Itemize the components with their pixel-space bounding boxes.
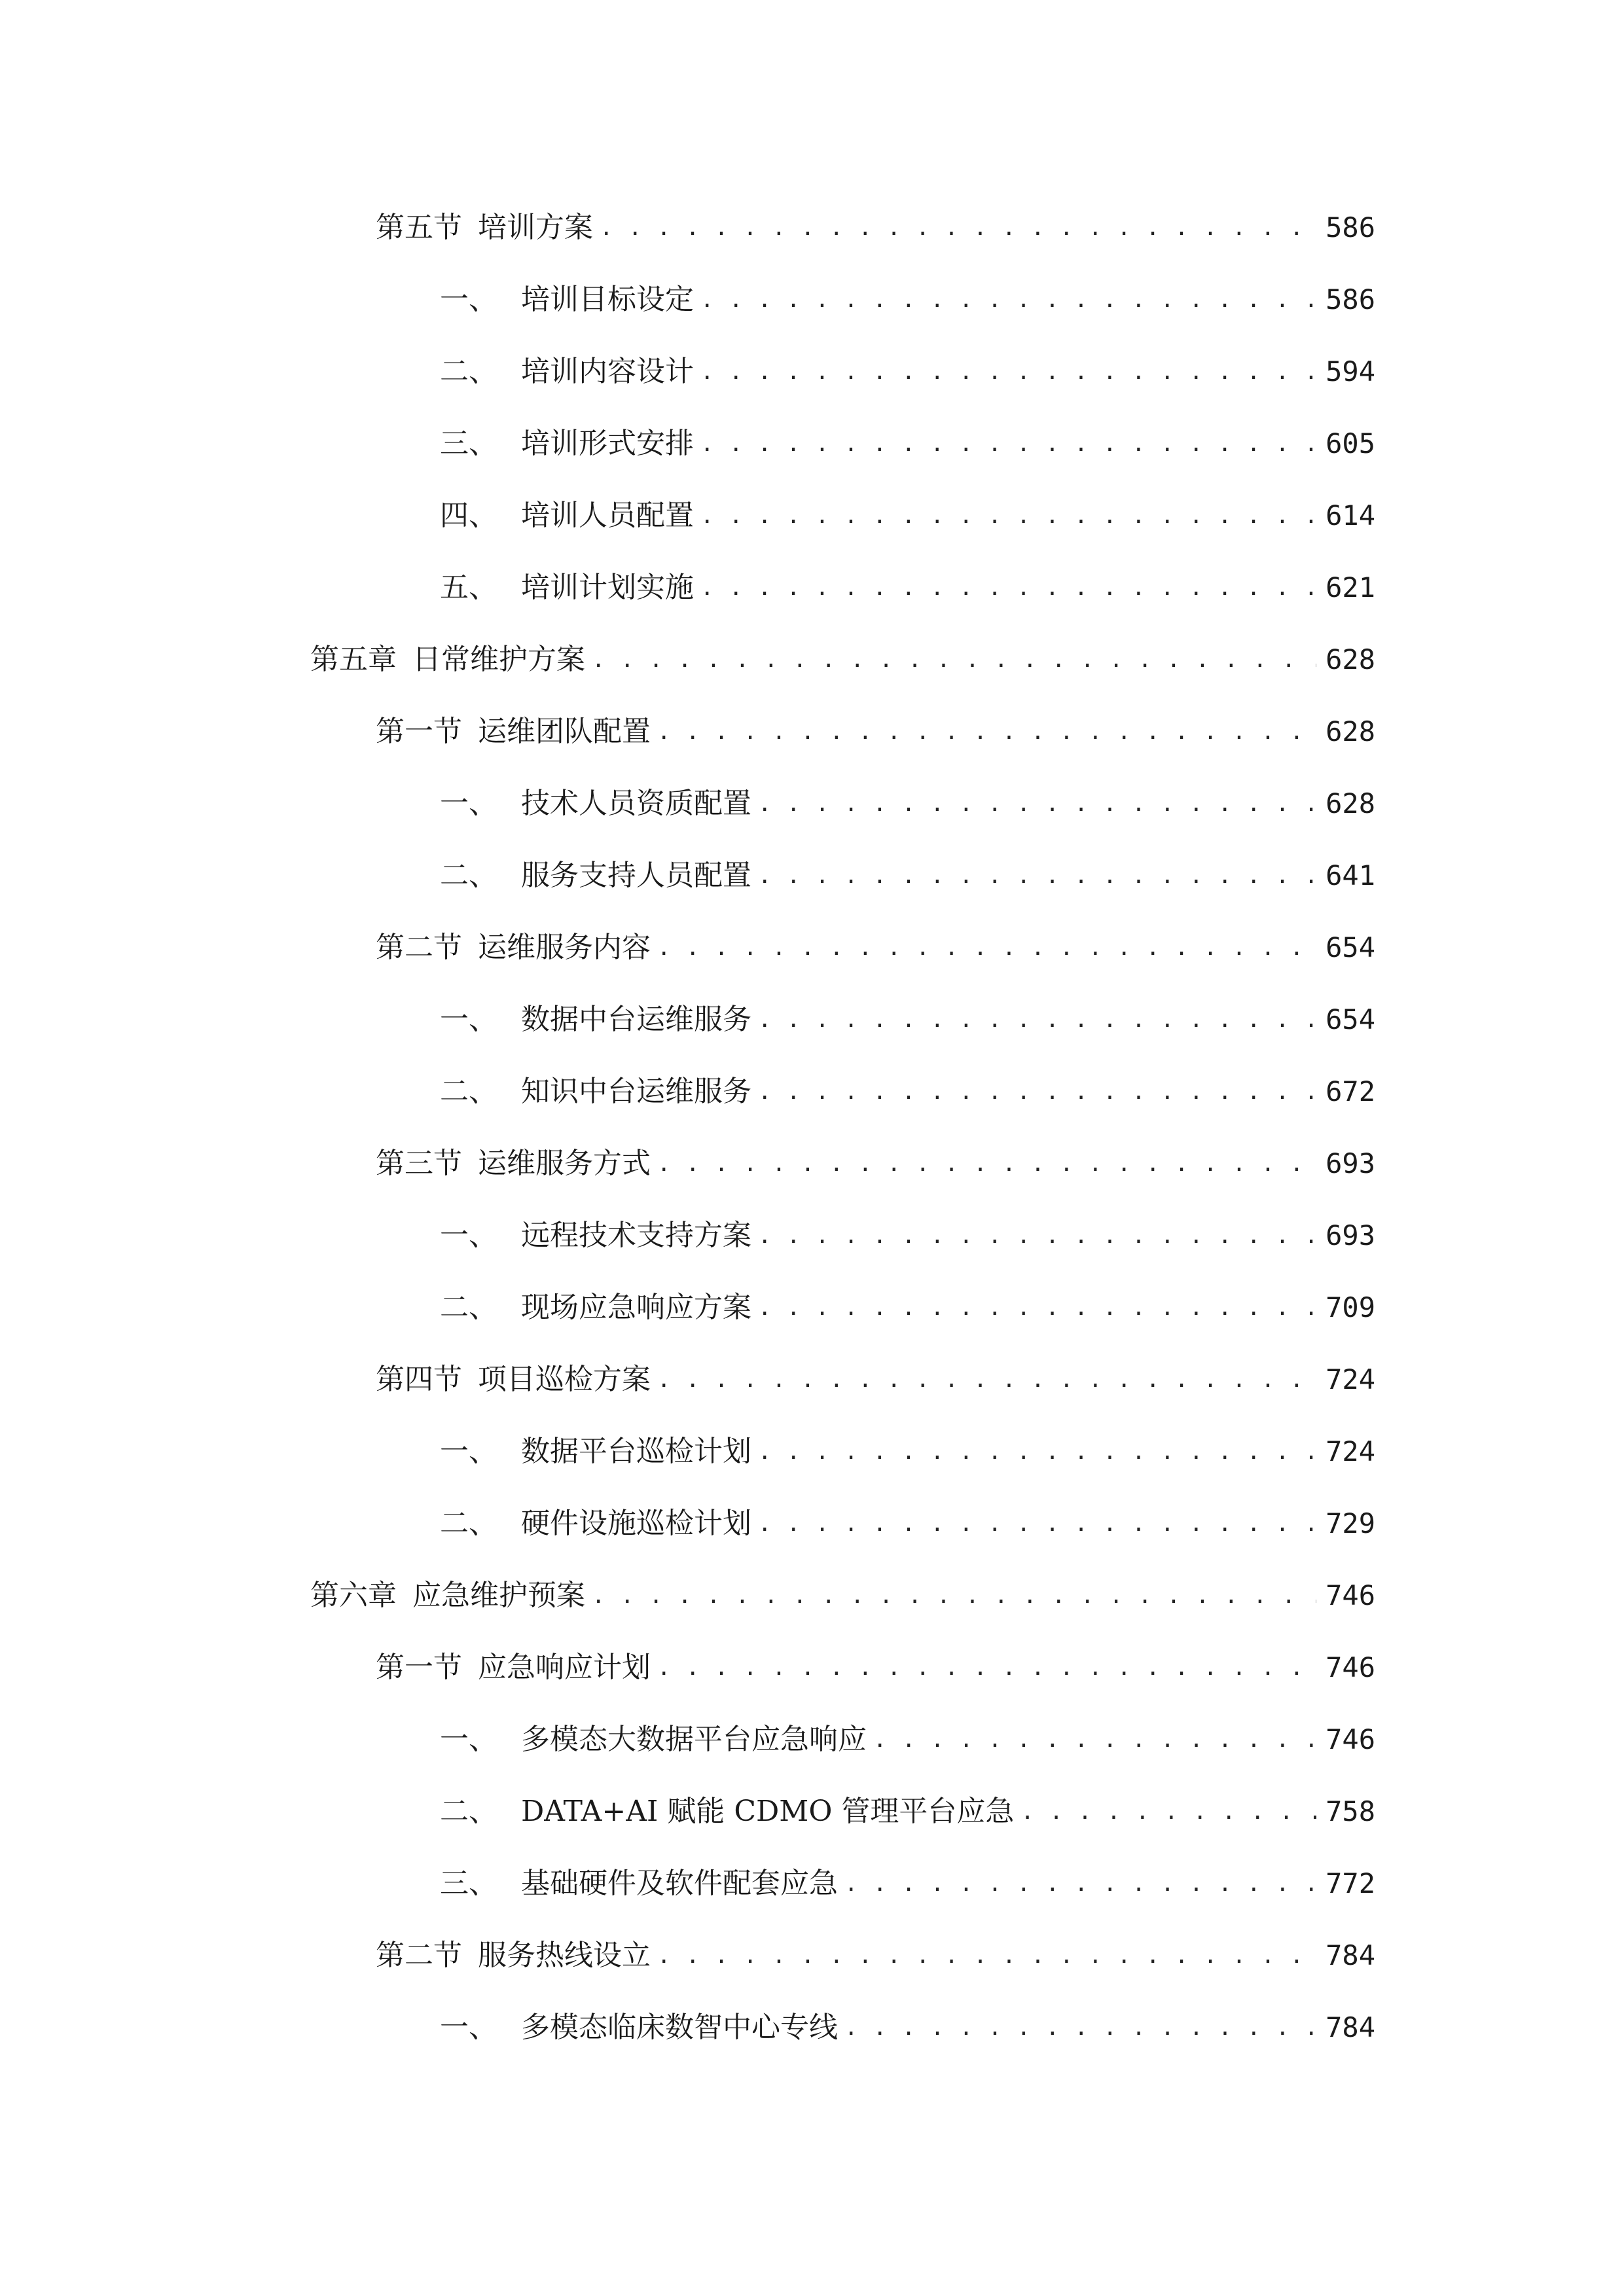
entry-number: 三、 bbox=[440, 1867, 497, 1900]
entry-page-number: 605 bbox=[1326, 427, 1375, 459]
entry-number: 第五节 bbox=[376, 211, 462, 244]
dot-leader bbox=[657, 712, 1316, 751]
dot-leader bbox=[873, 1720, 1316, 1759]
entry-page-number: 784 bbox=[1326, 1939, 1375, 1971]
toc-entry[interactable] bbox=[440, 784, 1375, 823]
entry-page-number: 709 bbox=[1326, 1291, 1375, 1323]
entry-number: 四、 bbox=[440, 499, 497, 532]
dot-leader bbox=[592, 640, 1316, 679]
entry-number: 第六章 bbox=[310, 1579, 397, 1612]
toc-entry[interactable] bbox=[440, 1432, 1375, 1471]
entry-number: 五、 bbox=[440, 571, 497, 604]
dot-leader bbox=[758, 1504, 1316, 1543]
dot-leader bbox=[700, 424, 1316, 463]
entry-page-number: 586 bbox=[1326, 283, 1375, 315]
entry-page-number: 628 bbox=[1326, 715, 1375, 747]
entry-page-number: 628 bbox=[1326, 787, 1375, 819]
toc-entry[interactable] bbox=[376, 1648, 1375, 1687]
entry-page-number: 724 bbox=[1326, 1435, 1375, 1467]
entry-title: 项目巡检方案 bbox=[478, 1363, 651, 1396]
entry-page-number: 654 bbox=[1326, 1003, 1375, 1035]
dot-leader bbox=[1020, 1792, 1316, 1831]
entry-title: 应急维护预案 bbox=[412, 1579, 585, 1612]
entry-page-number: 621 bbox=[1326, 571, 1375, 603]
entry-number: 一、 bbox=[440, 283, 497, 316]
toc-entry[interactable] bbox=[440, 1216, 1375, 1255]
toc-entry[interactable] bbox=[440, 496, 1375, 535]
entry-number: 二、 bbox=[440, 1291, 497, 1324]
entry-page-number: 614 bbox=[1326, 499, 1375, 531]
toc-entry-chapter-5[interactable] bbox=[310, 640, 1375, 679]
toc-entry[interactable] bbox=[440, 1792, 1375, 1831]
entry-title: 服务支持人员配置 bbox=[521, 859, 751, 892]
entry-title: 多模态临床数智中心专线 bbox=[521, 2011, 838, 2044]
entry-number: 一、 bbox=[440, 1219, 497, 1252]
toc-entry[interactable] bbox=[376, 1936, 1375, 1975]
entry-title: 培训计划实施 bbox=[521, 571, 694, 604]
toc-entry[interactable] bbox=[440, 280, 1375, 319]
entry-title: 培训形式安排 bbox=[521, 427, 694, 460]
entry-title: 远程技术支持方案 bbox=[521, 1219, 751, 1252]
entry-title: 现场应急响应方案 bbox=[521, 1291, 751, 1324]
dot-leader bbox=[657, 1648, 1316, 1687]
entry-page-number: 693 bbox=[1326, 1219, 1375, 1251]
entry-page-number: 586 bbox=[1326, 211, 1375, 243]
entry-number: 二、 bbox=[440, 859, 497, 892]
entry-page-number: 628 bbox=[1326, 643, 1375, 675]
toc-entry[interactable] bbox=[376, 928, 1375, 967]
entry-page-number: 724 bbox=[1326, 1363, 1375, 1395]
entry-number: 二、 bbox=[440, 355, 497, 388]
entry-number: 第三节 bbox=[376, 1147, 462, 1180]
entry-title: 技术人员资质配置 bbox=[521, 787, 751, 820]
dot-leader bbox=[700, 280, 1316, 319]
entry-page-number: 758 bbox=[1326, 1795, 1375, 1827]
entry-title: 运维服务内容 bbox=[478, 931, 651, 964]
entry-title: 服务热线设立 bbox=[478, 1939, 651, 1972]
entry-title: 数据平台巡检计划 bbox=[521, 1435, 751, 1468]
entry-title: 培训人员配置 bbox=[521, 499, 694, 532]
entry-page-number: 594 bbox=[1326, 355, 1375, 387]
entry-number: 第二节 bbox=[376, 931, 462, 964]
dot-leader bbox=[758, 856, 1316, 895]
toc-entry[interactable] bbox=[440, 352, 1375, 391]
entry-page-number: 746 bbox=[1326, 1723, 1375, 1755]
entry-title: 培训内容设计 bbox=[521, 355, 694, 388]
dot-leader bbox=[758, 1432, 1316, 1471]
toc-entry[interactable] bbox=[440, 568, 1375, 607]
entry-number: 第四节 bbox=[376, 1363, 462, 1396]
dot-leader bbox=[657, 928, 1316, 967]
dot-leader bbox=[758, 1288, 1316, 1327]
toc-entry[interactable] bbox=[440, 1000, 1375, 1039]
toc-entry[interactable] bbox=[440, 1504, 1375, 1543]
toc-entry[interactable] bbox=[440, 1072, 1375, 1111]
dot-leader bbox=[844, 2008, 1316, 2047]
entry-title: 培训方案 bbox=[478, 211, 593, 244]
toc-entry[interactable] bbox=[376, 712, 1375, 751]
entry-number: 三、 bbox=[440, 427, 497, 460]
toc-entry-section-5-training[interactable] bbox=[376, 208, 1375, 247]
entry-number: 第一节 bbox=[376, 1651, 462, 1684]
entry-title: 运维服务方式 bbox=[478, 1147, 651, 1180]
dot-leader bbox=[758, 1216, 1316, 1255]
entry-title: 知识中台运维服务 bbox=[521, 1075, 751, 1108]
entry-title: 多模态大数据平台应急响应 bbox=[521, 1723, 867, 1756]
entry-number: 第五章 bbox=[310, 643, 397, 676]
toc-entry[interactable] bbox=[440, 1864, 1375, 1903]
toc-entry[interactable] bbox=[440, 1288, 1375, 1327]
dot-leader bbox=[657, 1144, 1316, 1183]
dot-leader bbox=[657, 1936, 1316, 1975]
dot-leader bbox=[700, 568, 1316, 607]
entry-page-number: 746 bbox=[1326, 1579, 1375, 1611]
toc-entry[interactable] bbox=[376, 1144, 1375, 1183]
entry-page-number: 784 bbox=[1326, 2011, 1375, 2043]
entry-number: 一、 bbox=[440, 787, 497, 820]
dot-leader bbox=[844, 1864, 1316, 1903]
entry-page-number: 729 bbox=[1326, 1507, 1375, 1539]
entry-title: 基础硬件及软件配套应急 bbox=[521, 1867, 838, 1900]
entry-page-number: 641 bbox=[1326, 859, 1375, 891]
entry-page-number: 654 bbox=[1326, 931, 1375, 963]
dot-leader bbox=[700, 496, 1316, 535]
entry-number: 一、 bbox=[440, 1003, 497, 1036]
entry-title: DATA+AI 赋能 CDMO 管理平台应急 bbox=[521, 1795, 1015, 1828]
entry-title: 运维团队配置 bbox=[478, 715, 651, 748]
entry-number: 一、 bbox=[440, 1435, 497, 1468]
entry-title: 培训目标设定 bbox=[521, 283, 694, 316]
dot-leader bbox=[592, 1576, 1316, 1615]
entry-title: 硬件设施巡检计划 bbox=[521, 1507, 751, 1540]
toc-entry[interactable] bbox=[440, 856, 1375, 895]
toc-entry-chapter-6[interactable] bbox=[310, 1576, 1375, 1615]
dot-leader bbox=[758, 1000, 1316, 1039]
entry-title: 日常维护方案 bbox=[412, 643, 585, 676]
entry-number: 二、 bbox=[440, 1507, 497, 1540]
dot-leader bbox=[700, 352, 1316, 391]
entry-number: 二、 bbox=[440, 1795, 497, 1828]
entry-number: 一、 bbox=[440, 1723, 497, 1756]
entry-number: 第一节 bbox=[376, 715, 462, 748]
entry-title: 应急响应计划 bbox=[478, 1651, 651, 1684]
dot-leader bbox=[758, 784, 1316, 823]
entry-page-number: 746 bbox=[1326, 1651, 1375, 1683]
entry-number: 二、 bbox=[440, 1075, 497, 1108]
entry-page-number: 672 bbox=[1326, 1075, 1375, 1107]
toc-entry[interactable] bbox=[376, 1360, 1375, 1399]
toc-entry[interactable] bbox=[440, 424, 1375, 463]
dot-leader bbox=[758, 1072, 1316, 1111]
entry-page-number: 772 bbox=[1326, 1867, 1375, 1899]
dot-leader bbox=[600, 208, 1316, 247]
entry-number: 一、 bbox=[440, 2011, 497, 2044]
entry-title: 数据中台运维服务 bbox=[521, 1003, 751, 1036]
entry-page-number: 693 bbox=[1326, 1147, 1375, 1179]
entry-number: 第二节 bbox=[376, 1939, 462, 1972]
dot-leader bbox=[657, 1360, 1316, 1399]
toc-entry[interactable] bbox=[440, 2008, 1375, 2047]
toc-entry[interactable] bbox=[440, 1720, 1375, 1759]
